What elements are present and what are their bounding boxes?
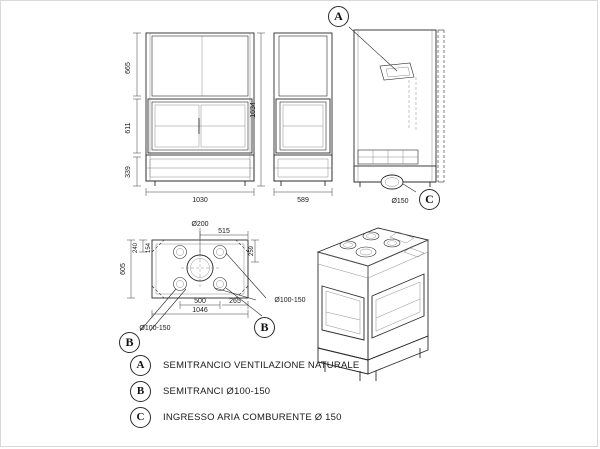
dim-plan-259: 259 — [249, 245, 255, 257]
legend-item-b — [130, 378, 460, 404]
callout-c: C — [419, 189, 440, 210]
callout-a: A — [328, 6, 349, 27]
dim-plan-flue: Ø200 — [191, 221, 209, 228]
legend-badge-c: C — [130, 407, 151, 428]
legend — [130, 352, 460, 430]
dim-plan-500: 500 — [194, 298, 206, 305]
dim-plan-240: 240 — [133, 242, 139, 254]
dim-plan-515: 515 — [218, 228, 230, 235]
dim-plan-port-left: Ø100-150 — [139, 325, 171, 332]
dim-plan-605: 605 — [120, 263, 127, 275]
legend-item-a — [130, 352, 460, 378]
legend-item-c — [130, 404, 460, 430]
legend-badge-a: A — [130, 355, 151, 376]
dim-rear-air-inlet: Ø150 — [391, 198, 409, 205]
callout-b-right: B — [254, 317, 275, 338]
rear-view — [349, 27, 444, 205]
dim-front-h-top: 665 — [125, 62, 132, 74]
dim-front-width: 1030 — [192, 197, 208, 204]
dim-front-total-height: 1634 — [250, 102, 257, 118]
dim-front-h-bottom: 339 — [125, 166, 132, 178]
legend-text-b: SEMITRANCI Ø100-150 — [163, 385, 271, 397]
legend-text-a: SEMITRANCIO VENTILAZIONE NATURALE — [163, 359, 360, 371]
legend-badge-b: B — [130, 381, 151, 402]
legend-text-c: INGRESSO ARIA COMBURENTE Ø 150 — [163, 411, 342, 423]
dim-front-h-mid: 611 — [125, 122, 132, 134]
dim-plan-port-right: Ø100-150 — [274, 297, 306, 304]
plan-view — [120, 221, 306, 332]
dim-plan-154: 154 — [146, 242, 152, 254]
callout-b-left: B — [119, 332, 140, 353]
side-view — [274, 33, 332, 204]
dim-side-depth: 589 — [297, 197, 309, 204]
front-view — [146, 33, 254, 186]
dim-plan-265: 265 — [229, 298, 241, 305]
dim-plan-1046: 1046 — [192, 307, 208, 314]
